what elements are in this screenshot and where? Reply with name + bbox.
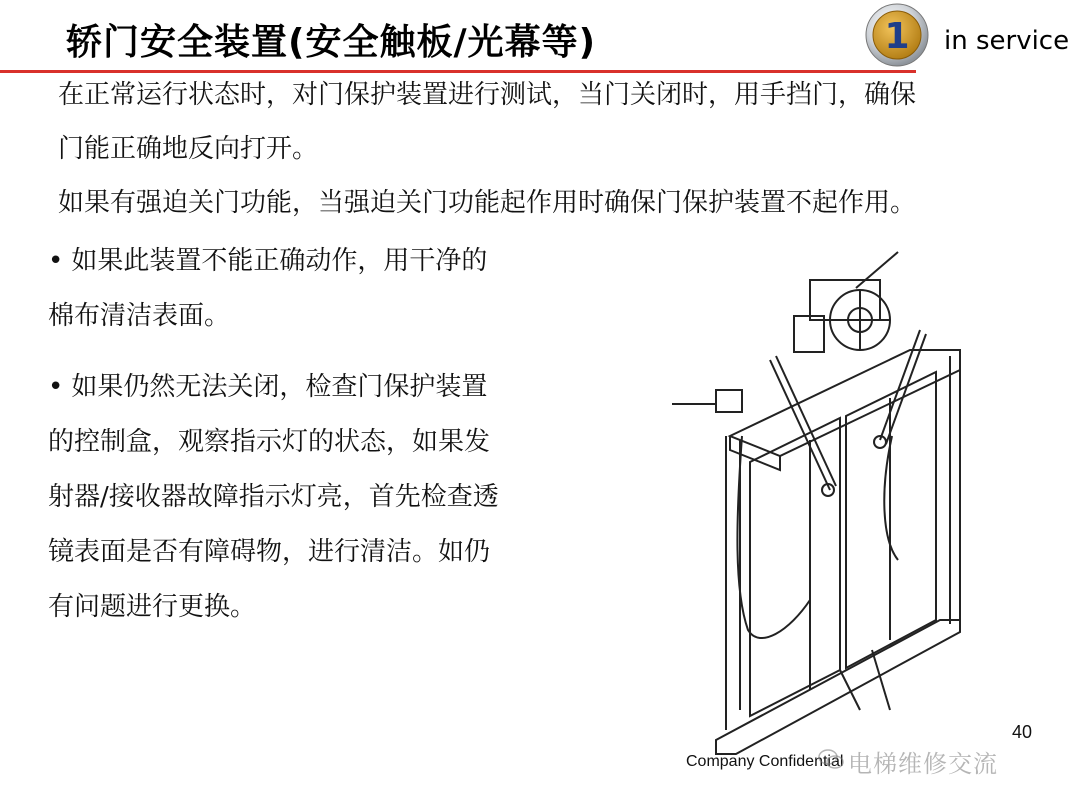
intro-line-3: 如果有强迫关门功能，当强迫关门功能起作用时确保门保护装置不起作用。: [58, 188, 917, 218]
bullet-text: 的控制盒，观察指示灯的状态，如果发: [48, 427, 491, 457]
confidential-footer: Company Confidential: [686, 753, 844, 770]
bullet-item-clean: [48, 234, 578, 344]
page-title: 轿门安全装置(安全触板/光幕等): [66, 22, 597, 63]
page-number: 40: [1012, 722, 1033, 742]
title-underline: [0, 70, 916, 73]
bullet-text: 有问题进行更换。: [48, 592, 257, 622]
bullet-text: 如果仍然无法关闭，检查门保护装置: [71, 372, 488, 402]
bullet-text: 镜表面是否有障碍物，进行清洁。如仍: [48, 537, 491, 567]
bullet-text: 射器/接收器故障指示灯亮，首先检查透: [48, 482, 499, 512]
badge-number: 1: [884, 16, 910, 57]
watermark-text: 电梯维修交流: [848, 750, 998, 778]
bullet-item-check-controller: [48, 360, 578, 635]
bullet-dot: •: [48, 246, 64, 276]
number-one-badge-icon: [864, 2, 930, 68]
bullet-text: 如果此装置不能正确动作，用干净的: [71, 246, 488, 276]
chat-bubble-icon: [818, 748, 844, 770]
badge-caption: in service: [944, 26, 1070, 56]
bullet-text: 棉布清洁表面。: [48, 301, 231, 331]
intro-line-2: 门能正确地反向打开。: [58, 134, 319, 164]
elevator-car-door-diagram-icon: [660, 240, 980, 770]
bullet-dot: •: [48, 372, 64, 402]
intro-line-1: 在正常运行状态时，对门保护装置进行测试，当门关闭时，用手挡门，确保: [58, 80, 917, 110]
